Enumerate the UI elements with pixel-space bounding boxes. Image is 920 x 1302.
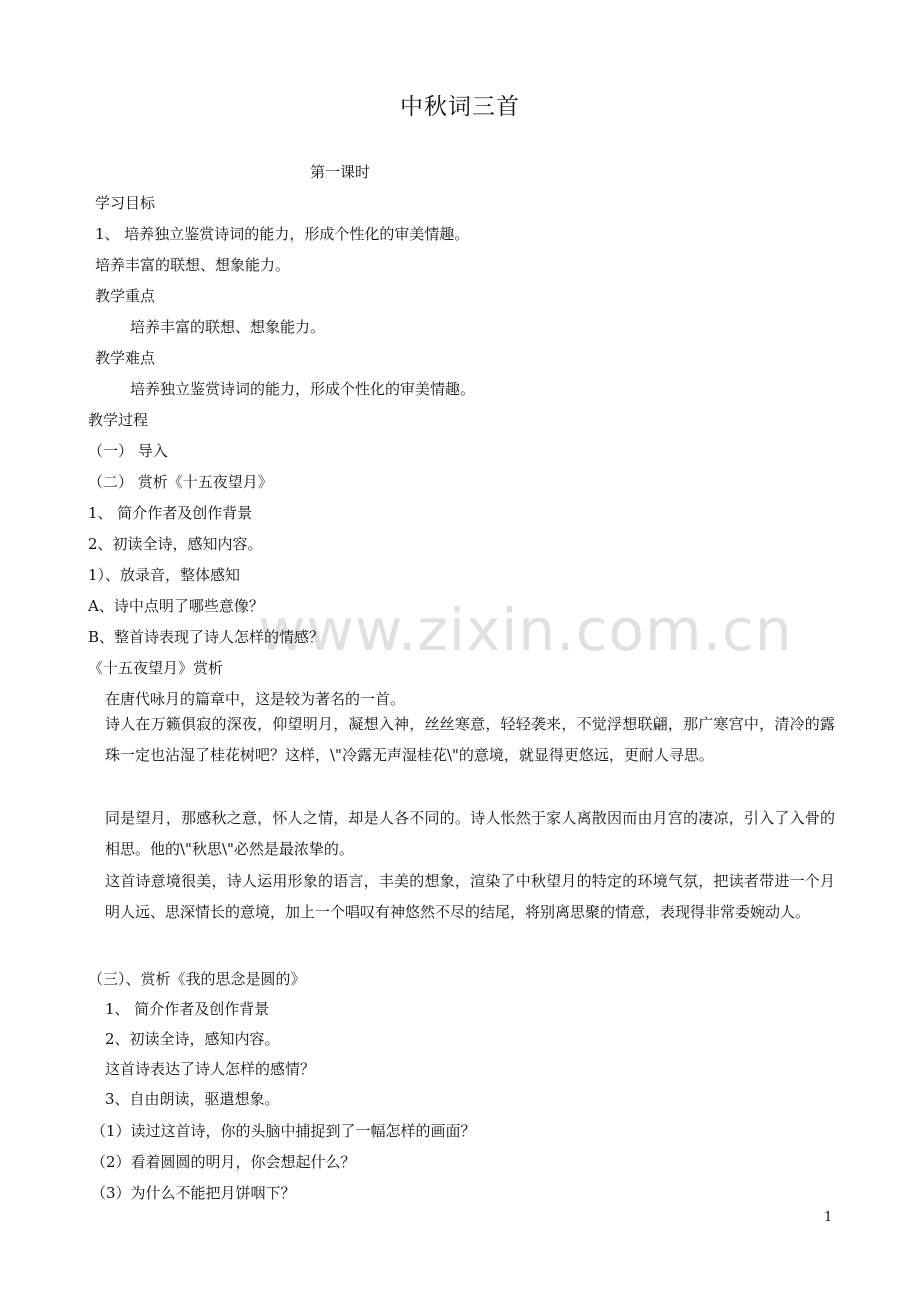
difficulty-text: 培养独立鉴赏诗词的能力，形成个性化的审美情趣。 (130, 380, 476, 398)
process-step: 1）、放录音，整体感知 (88, 566, 241, 584)
analysis-paragraph: 这首诗意境很美，诗人运用形象的语言，丰美的想象，渲染了中秋望月的特定的环境气氛，把读者带进一个月明人远、思深情长的意境，加上一个唱叹有神悠然不尽的结尾，将别离思聚的情意，表现得非常委婉动人。 (105, 872, 835, 921)
watermark: www.zixin.com.cn (258, 596, 793, 664)
process-step: 2、初读全诗，感知内容。 (105, 1030, 280, 1048)
objective-item: 培养丰富的联想、想象能力。 (95, 256, 291, 274)
document-title: 中秋词三首 (400, 94, 520, 120)
process-step: （一） 导入 (88, 442, 168, 460)
section-heading-key-points: 教学重点 (95, 287, 156, 305)
question-item: B、整首诗表现了诗人怎样的情感？ (88, 628, 325, 646)
section-heading-process: 教学过程 (88, 411, 149, 429)
process-step: （三）、赏析《我的思念是圆的》 (88, 970, 306, 988)
process-step: 1、 简介作者及创作背景 (105, 1000, 270, 1018)
section-heading-difficulties: 教学难点 (95, 349, 156, 367)
analysis-paragraph: 诗人在万籁俱寂的深夜，仰望明月，凝想入神，丝丝寒意，轻轻袭来，不觉浮想联翩，那广寒宫中，清冷的露珠一定也沾湿了桂花树吧？这样，\"冷露无声湿桂花\"的意境，就显得更悠远，更耐人寻思。 (105, 715, 835, 764)
objective-item: 1、 培养独立鉴赏诗词的能力，形成个性化的审美情趣。 (95, 225, 470, 243)
question-item: A、诗中点明了哪些意像？ (88, 597, 264, 615)
analysis-paragraph: 同是望月，那感秋之意，怀人之情，却是人各不同的。诗人怅然于家人离散因而由月宫的凄凉，引入了入骨的相思。他的\"秋思\"必然是最浓挚的。 (105, 809, 835, 858)
section-heading-objectives: 学习目标 (95, 194, 156, 212)
analysis-heading: 《十五夜望月》赏析 (88, 659, 224, 677)
question-item: 这首诗表达了诗人怎样的感情？ (105, 1060, 316, 1078)
question-item: （3）为什么不能把月饼咽下？ (91, 1184, 296, 1202)
process-step: 1、 简介作者及创作背景 (88, 504, 253, 522)
process-step: 2、初读全诗，感知内容。 (88, 535, 263, 553)
analysis-text: 在唐代咏月的篇章中，这是较为著名的一首。 (105, 690, 406, 708)
process-step: （二） 赏析《十五夜望月》 (88, 473, 273, 491)
key-point-text: 培养丰富的联想、想象能力。 (130, 318, 326, 336)
lesson-subtitle: 第一课时 (310, 163, 371, 181)
question-item: （2）看着圆圆的明月，你会想起什么？ (91, 1153, 356, 1171)
question-item: （1）读过这首诗，你的头脑中捕捉到了一幅怎样的画面？ (91, 1122, 476, 1140)
process-step: 3、自由朗读，驱遣想象。 (105, 1090, 280, 1108)
page-number: 1 (824, 1210, 833, 1225)
